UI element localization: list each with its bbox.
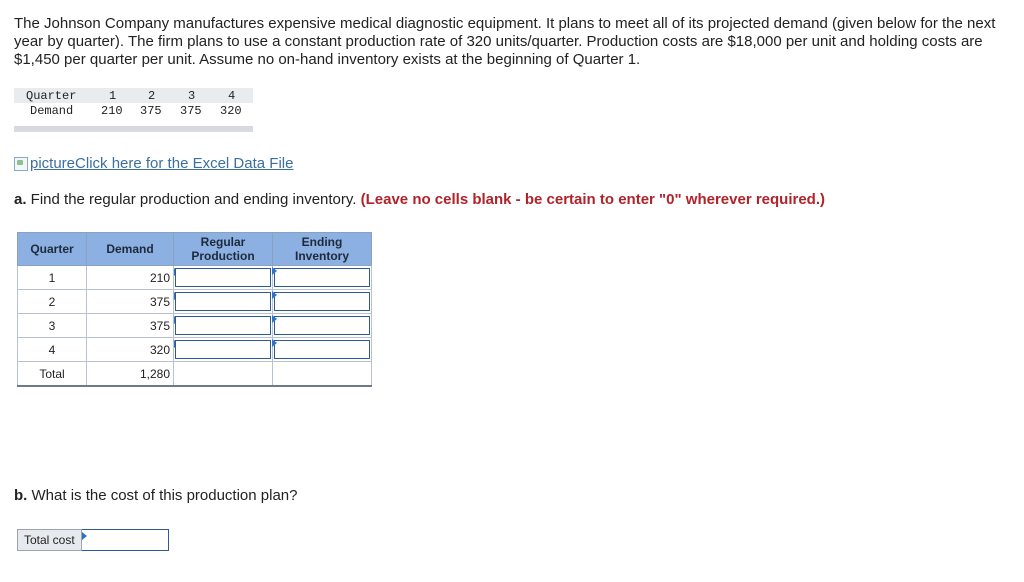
quarter-value: 1 [109,89,117,103]
problem-statement: The Johnson Company manufactures expensive medical diagnostic equipment. It plans to meet all of its projected demand (given below for the next year by quarter). The firm plans to use a constant production rate of 320 units/quarter. Production costs are $18,000 per unit and holding costs are $1,450 per quarter per unit. Assume no on-hand inventory exists at the beginning of Quarter 1. [14,15,996,68]
quarter-cell: 3 [18,314,87,338]
quarter-value: 4 [228,89,236,103]
question-b-prefix: b. [14,487,28,504]
question-a-prefix: a. [14,191,27,208]
ending-inventory-input-q2[interactable] [274,292,370,311]
total-row [18,362,372,387]
demand-data-table [14,88,253,132]
ending-inventory-cell [273,266,372,290]
regular-production-input-q1[interactable] [175,268,271,287]
header-regular-production [174,233,273,266]
regular-production-input-q3[interactable] [175,316,271,335]
demand-value: 210 [101,104,123,118]
header-ending-inventory [273,233,372,266]
quarter-cell: 2 [18,290,87,314]
question-b-text: What is the cost of this production plan? [27,487,298,504]
demand-value: 375 [180,104,202,118]
input-marker-icon [272,291,277,299]
question-b [14,487,298,504]
demand-cell-value: 320 [149,342,170,357]
production-inventory-table [17,232,372,387]
question-a-text: Find the regular production and ending inventory. [26,191,361,208]
quarter-cell: 4 [18,338,87,362]
demand-cell-value: 375 [149,318,170,333]
regular-production-input-q2[interactable] [175,292,271,311]
input-marker-icon [272,267,277,275]
header-ending-inventory-line2: Inventory [294,249,349,263]
regular-production-cell [174,290,273,314]
demand-cell [87,266,174,290]
total-ending-inventory-cell [273,362,372,387]
header-demand: Demand [87,233,174,266]
table-divider [14,126,253,132]
ending-inventory-cell [273,338,372,362]
demand-cell [87,314,174,338]
table-row [18,266,372,290]
total-regular-production-cell [174,362,273,387]
total-cost-label: Total cost [17,529,82,551]
total-cost-field [82,529,169,551]
demand-value: 375 [140,104,162,118]
quarter-row [14,88,253,103]
total-cost-row [17,529,169,551]
demand-cell [87,290,174,314]
demand-cell [87,338,174,362]
header-regular-production-line1: Regular [200,235,246,249]
table-row [18,338,372,362]
header-ending-inventory-line1: Ending [301,235,343,249]
input-marker-icon [272,315,277,323]
excel-data-link[interactable] [14,155,293,172]
regular-production-input-q4[interactable] [175,340,271,359]
total-label-cell: Total [18,362,87,387]
ending-inventory-input-q3[interactable] [274,316,370,335]
excel-link-label: Click here for the Excel Data File [75,155,294,172]
demand-cell-value: 210 [149,270,170,285]
broken-image-alt-text: picture [30,155,76,172]
quarter-row-label: Quarter [26,89,77,103]
regular-production-cell [174,266,273,290]
ending-inventory-input-q1[interactable] [274,268,370,287]
input-marker-icon [82,532,87,540]
quarter-value: 3 [188,89,196,103]
table-row [18,314,372,338]
ending-inventory-cell [273,290,372,314]
header-regular-production-line2: Production [191,249,255,263]
quarter-cell: 1 [18,266,87,290]
total-cost-input[interactable] [82,530,166,550]
regular-production-cell [174,338,273,362]
table-row [18,290,372,314]
total-demand-cell: 1,280 [87,362,174,387]
ending-inventory-cell [273,314,372,338]
demand-row-label: Demand [30,104,74,118]
demand-cell-value: 375 [149,294,170,309]
question-a-warning: (Leave no cells blank - be certain to enter "0" wherever required.) [360,191,826,208]
demand-row [14,103,253,118]
header-quarter: Quarter [18,233,87,266]
input-marker-icon [272,339,277,347]
broken-image-icon [14,157,28,171]
demand-value: 320 [220,104,242,118]
regular-production-cell [174,314,273,338]
table-header-row [18,233,372,266]
question-a [14,191,825,208]
ending-inventory-input-q4[interactable] [274,340,370,359]
quarter-value: 2 [148,89,156,103]
